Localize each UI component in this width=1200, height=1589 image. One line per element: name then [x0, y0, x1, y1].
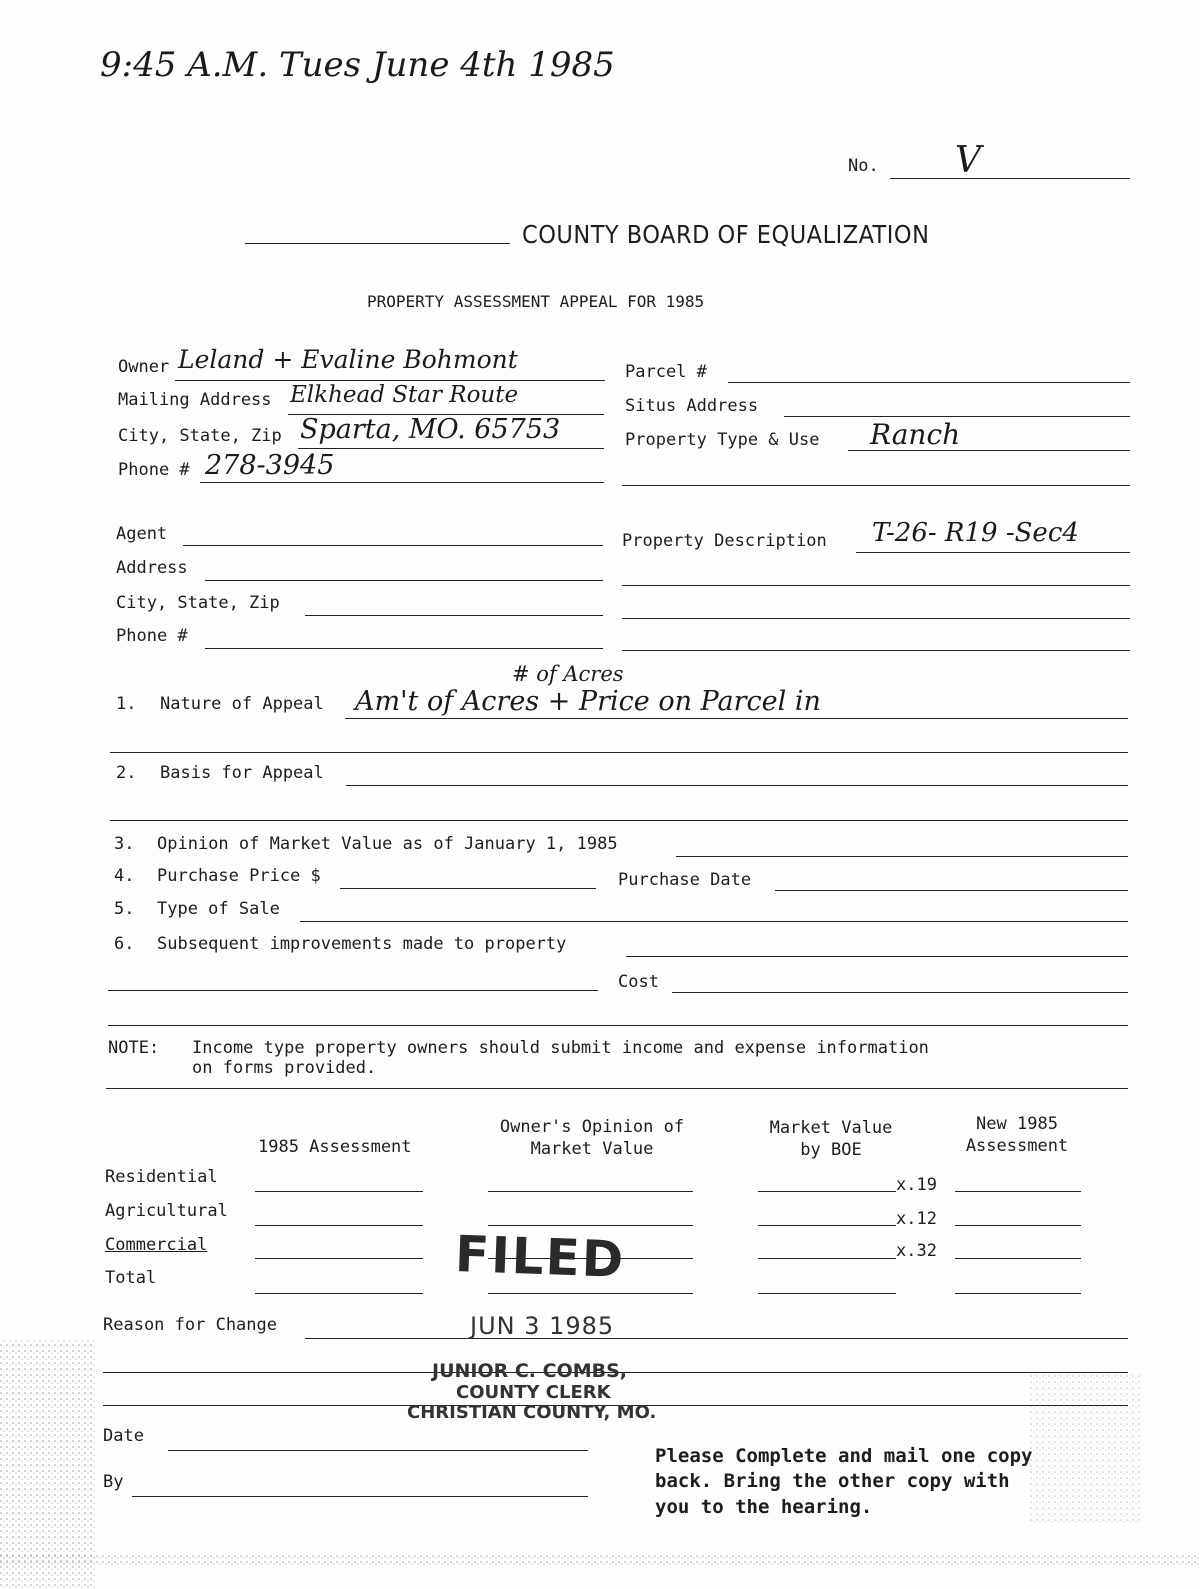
city-state-zip-line — [298, 448, 604, 449]
residential-assessment-line — [255, 1191, 423, 1192]
by-line — [132, 1496, 588, 1497]
agricultural-boe-line — [758, 1225, 896, 1226]
commercial-new-line — [955, 1258, 1081, 1259]
col-1985-assessment-header: 1985 Assessment — [258, 1137, 412, 1157]
row-total-label: Total — [105, 1268, 157, 1288]
separator-line — [108, 1025, 1128, 1026]
number-label: No. — [848, 156, 879, 176]
note-separator-line — [106, 1088, 1128, 1089]
situs-address-label: Situs Address — [625, 396, 759, 416]
total-assessment-line — [255, 1293, 423, 1294]
scan-noise-left — [0, 1320, 150, 1589]
row-residential-multiplier: x.19 — [896, 1175, 937, 1195]
date-label: Date — [103, 1426, 144, 1446]
nature-of-appeal-line-2 — [110, 752, 1128, 753]
by-label: By — [103, 1472, 124, 1492]
nature-of-appeal-value: Am't of Acres + Price on Parcel in — [355, 686, 821, 717]
note-line-1: Income type property owners should submit income and expense information — [192, 1038, 929, 1058]
commercial-boe-line — [758, 1258, 896, 1259]
market-value-opinion-line — [676, 856, 1128, 857]
reason-for-change-label: Reason for Change — [103, 1315, 277, 1335]
purchase-date-label: Purchase Date — [618, 870, 752, 890]
basis-for-appeal-label: Basis for Appeal — [160, 763, 324, 783]
filed-stamp-date: JUN 3 1985 — [470, 1312, 615, 1340]
improvements-line-2 — [108, 990, 598, 991]
note-label: NOTE: — [108, 1038, 160, 1058]
residential-opinion-line — [488, 1191, 693, 1192]
instructions-line-3: you to the hearing. — [655, 1496, 873, 1518]
phone-value: 278-3945 — [205, 450, 335, 481]
date-line — [168, 1450, 588, 1451]
basis-for-appeal-line-2 — [110, 820, 1128, 821]
page-title: COUNTY BOARD OF EQUALIZATION — [522, 220, 930, 249]
row-commercial-multiplier: x.32 — [896, 1241, 937, 1261]
market-value-opinion-label: Opinion of Market Value as of January 1, 1985 — [157, 834, 618, 854]
phone-line — [200, 482, 604, 483]
phone-label: Phone # — [118, 460, 190, 480]
q2-number: 2. — [116, 763, 137, 783]
col-owner-opinion-header-2: Market Value — [530, 1139, 654, 1159]
row-commercial-label: Commercial — [105, 1235, 208, 1255]
note-line-2: on forms provided. — [192, 1058, 377, 1078]
scan-noise-right — [1030, 1375, 1140, 1525]
improvements-line — [626, 956, 1128, 957]
total-boe-line — [758, 1293, 896, 1294]
filed-stamp-county: CHRISTIAN COUNTY, MO. — [407, 1402, 657, 1423]
q4-number: 4. — [114, 866, 135, 886]
county-name-line — [245, 243, 510, 244]
property-description-line-3 — [622, 618, 1130, 619]
purchase-price-label: Purchase Price $ — [157, 866, 321, 886]
q6-number: 6. — [114, 934, 135, 954]
owner-line — [175, 380, 605, 381]
total-opinion-line — [488, 1293, 693, 1294]
commercial-assessment-line — [255, 1258, 423, 1259]
acres-note: # of Acres — [512, 662, 624, 686]
property-description-line — [856, 552, 1130, 553]
agricultural-new-line — [955, 1225, 1081, 1226]
property-type-value: Ranch — [870, 418, 961, 451]
residential-new-line — [955, 1191, 1081, 1192]
property-description-label: Property Description — [622, 531, 827, 551]
col-new-assessment-header-1: New 1985 — [976, 1114, 1058, 1134]
handwritten-time-note: 9:45 A.M. Tues June 4th 1985 — [100, 45, 615, 85]
total-new-line — [955, 1293, 1081, 1294]
situs-address-line — [784, 416, 1130, 417]
q3-number: 3. — [114, 834, 135, 854]
agent-phone-line — [205, 648, 603, 649]
property-description-line-2 — [622, 585, 1130, 586]
q1-number: 1. — [116, 694, 137, 714]
filed-stamp-clerk-name: JUNIOR C. COMBS, — [432, 1360, 628, 1382]
instructions-line-2: back. Bring the other copy with — [655, 1470, 1010, 1492]
property-description-value: T-26- R19 -Sec4 — [872, 518, 1079, 548]
page-subtitle: PROPERTY ASSESSMENT APPEAL FOR 1985 — [367, 292, 705, 311]
col-owner-opinion-header-1: Owner's Opinion of — [499, 1117, 685, 1137]
number-line — [890, 178, 1130, 179]
city-state-zip-value: Sparta, MO. 65753 — [300, 414, 561, 445]
improvements-label: Subsequent improvements made to property — [157, 934, 567, 954]
mailing-address-value: Elkhead Star Route — [290, 382, 519, 408]
scan-noise-bottom — [0, 1555, 1200, 1589]
q5-number: 5. — [114, 899, 135, 919]
row-residential-label: Residential — [105, 1167, 218, 1187]
purchase-date-line — [775, 890, 1128, 891]
residential-boe-line — [758, 1191, 896, 1192]
property-description-line-4 — [622, 650, 1130, 651]
agent-address-label: Address — [116, 558, 188, 578]
property-type-line — [848, 450, 1130, 451]
purchase-price-line — [340, 888, 596, 889]
agent-label: Agent — [116, 524, 168, 544]
agricultural-assessment-line — [255, 1225, 423, 1226]
reason-for-change-line — [305, 1338, 1128, 1339]
filed-stamp: FILED — [454, 1225, 627, 1289]
city-state-zip-label: City, State, Zip — [118, 426, 282, 446]
col-new-assessment-header-2: Assessment — [965, 1136, 1069, 1156]
mailing-address-label: Mailing Address — [118, 390, 272, 410]
type-of-sale-label: Type of Sale — [157, 899, 280, 919]
row-agricultural-label: Agricultural — [105, 1201, 228, 1221]
filed-stamp-clerk-title: COUNTY CLERK — [456, 1382, 611, 1403]
instructions-line-1: Please Complete and mail one copy — [655, 1445, 1033, 1467]
nature-of-appeal-label: Nature of Appeal — [160, 694, 324, 714]
agent-city-line — [305, 615, 603, 616]
owner-value: Leland + Evaline Bohmont — [178, 345, 518, 374]
parcel-line — [728, 382, 1130, 383]
owner-label: Owner — [118, 357, 170, 377]
col-boe-header-1: Market Value — [769, 1118, 893, 1138]
property-extra-line — [622, 485, 1130, 486]
row-agricultural-multiplier: x.12 — [896, 1209, 937, 1229]
agricultural-opinion-line — [488, 1225, 693, 1226]
nature-of-appeal-line — [345, 718, 1128, 719]
cost-label: Cost — [618, 972, 659, 992]
agent-line — [183, 545, 603, 546]
basis-for-appeal-line — [346, 785, 1128, 786]
agent-phone-label: Phone # — [116, 626, 188, 646]
agent-address-line — [205, 580, 603, 581]
property-type-label: Property Type & Use — [625, 430, 820, 450]
col-boe-header-2: by BOE — [800, 1140, 862, 1160]
parcel-label: Parcel # — [625, 362, 707, 382]
cost-line — [672, 992, 1128, 993]
agent-city-label: City, State, Zip — [116, 593, 280, 613]
type-of-sale-line — [300, 921, 1128, 922]
number-value: V — [955, 140, 981, 181]
